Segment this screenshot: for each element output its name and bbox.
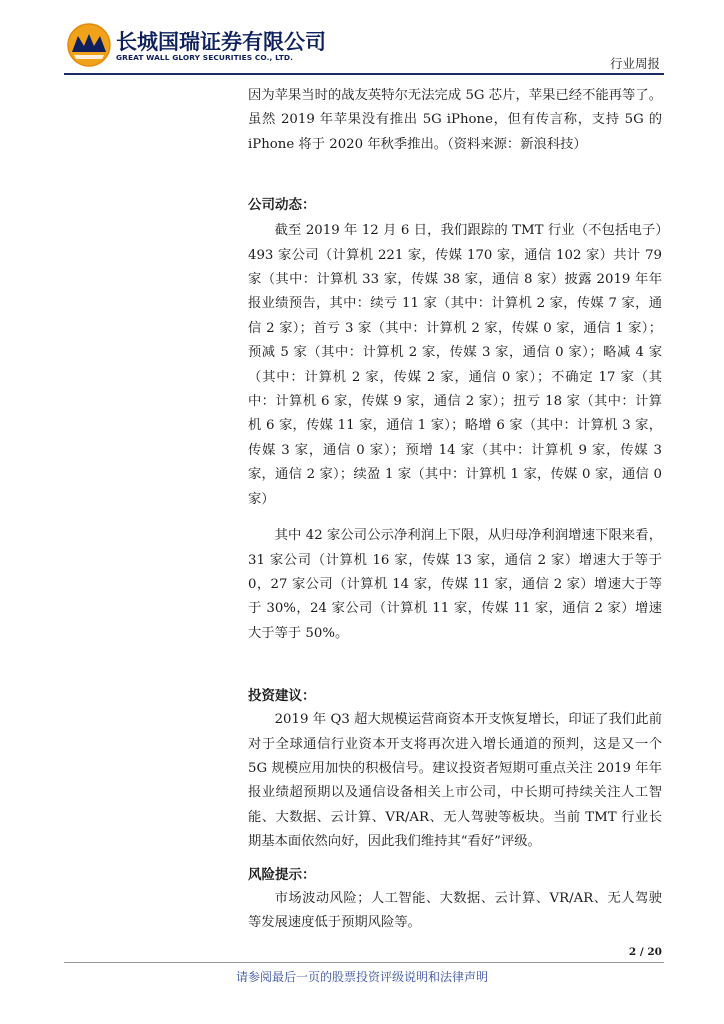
company-name-en: GREAT WALL GLORY SECURITIES CO., LTD. [116,53,293,62]
report-type: 行业周报 [609,56,660,71]
company-news-paragraph-2: 其中 42 家公司公示净利润上下限，从归母净利润增速下限来看，31 家公司（计算机 16 家，传媒 13 家，通信 2 家）增速大于等于 0，27 家公司（计算机 14 家，传媒 11 家，通信 2 家）增速大于等于 30%，24 家公司（计算机 11 家，传媒 11 家，通信 2 家）增速大于等于 50%。 [248,528,662,641]
footer-divider [64,962,664,963]
page-number: 2 / 20 [628,946,662,958]
intro-paragraph: 因为苹果当时的战友英特尔无法完成 5G 芯片，苹果已经不能再等了。虽然 2019 年苹果没有推出 5G iPhone，但有传言称，支持 5G 的 iPhone 将于 2020 年秋季推出。（资料来源：新浪科技） [248,88,662,152]
footer-disclaimer: 请参阅最后一页的股票投资评级说明和法律声明 [235,970,488,984]
company-logo-icon [64,22,114,68]
company-news-paragraph-1: 截至 2019 年 12 月 6 日，我们跟踪的 TMT 行业（不包括电子）493 家公司（计算机 221 家，传媒 170 家，通信 102 家）共计 79 家（其中：计算机 33 家，传媒 38 家，通信 8 家）披露 2019 年年报业绩预告，其中：续亏 11 家（其中：计算机 2 家，传媒 7 家，通信 2 家）；首亏 3 家（其中：计算机 2 家，传媒 0 家，通信 1 家）；预减 5 家（其中：计算机 2 家，传媒 3 家，通信 0 家）；略减 4 家（其中：计算机 2 家，传媒 2 家，通信 0 家）；不确定 17 家（其中：计算机 6 家，传媒 9 家，通信 2 家）；扭亏 18 家（其中：计算机 6 家，传媒 11 家，通信 1 家）；略增 6 家（其中：计算机 3 家，传媒 3 家，通信 0 家）；预增 14 家（其中：计算机 9 家，传媒 3 家，通信 2 家）；续盈 1 家（其中：计算机 1 家，传媒 0 家，通信 0 家） [248,223,663,507]
section-title-risk: 风险提示： [248,866,316,883]
page-header [64,22,664,78]
section-title-company-news: 公司动态： [248,197,316,214]
page-content [248,84,662,935]
company-name-cn: 长城国瑞证券有限公司 [116,30,326,54]
risk-paragraph: 市场波动风险；人工智能、大数据、云计算、VR/AR、无人驾驶等发展速度低于预期风险等。 [248,890,662,930]
header-divider [64,73,664,75]
section-title-investment: 投资建议： [248,688,316,705]
investment-paragraph: 2019 年 Q3 超大规模运营商资本开支恢复增长，印证了我们此前对于全球通信行业资本开支将再次进入增长通道的预判，这是又一个 5G 规模应用加快的积极信号。建议投资者短期可重点关注 2019 年年报业绩超预期以及通信设备相关上市公司，中长期可持续关注人工智能、大数据、云计算、VR/AR、无人驾驶等板块。当前 TMT 行业长期基本面依然向好，因此我们维持其“看好”评级。 [248,712,662,850]
